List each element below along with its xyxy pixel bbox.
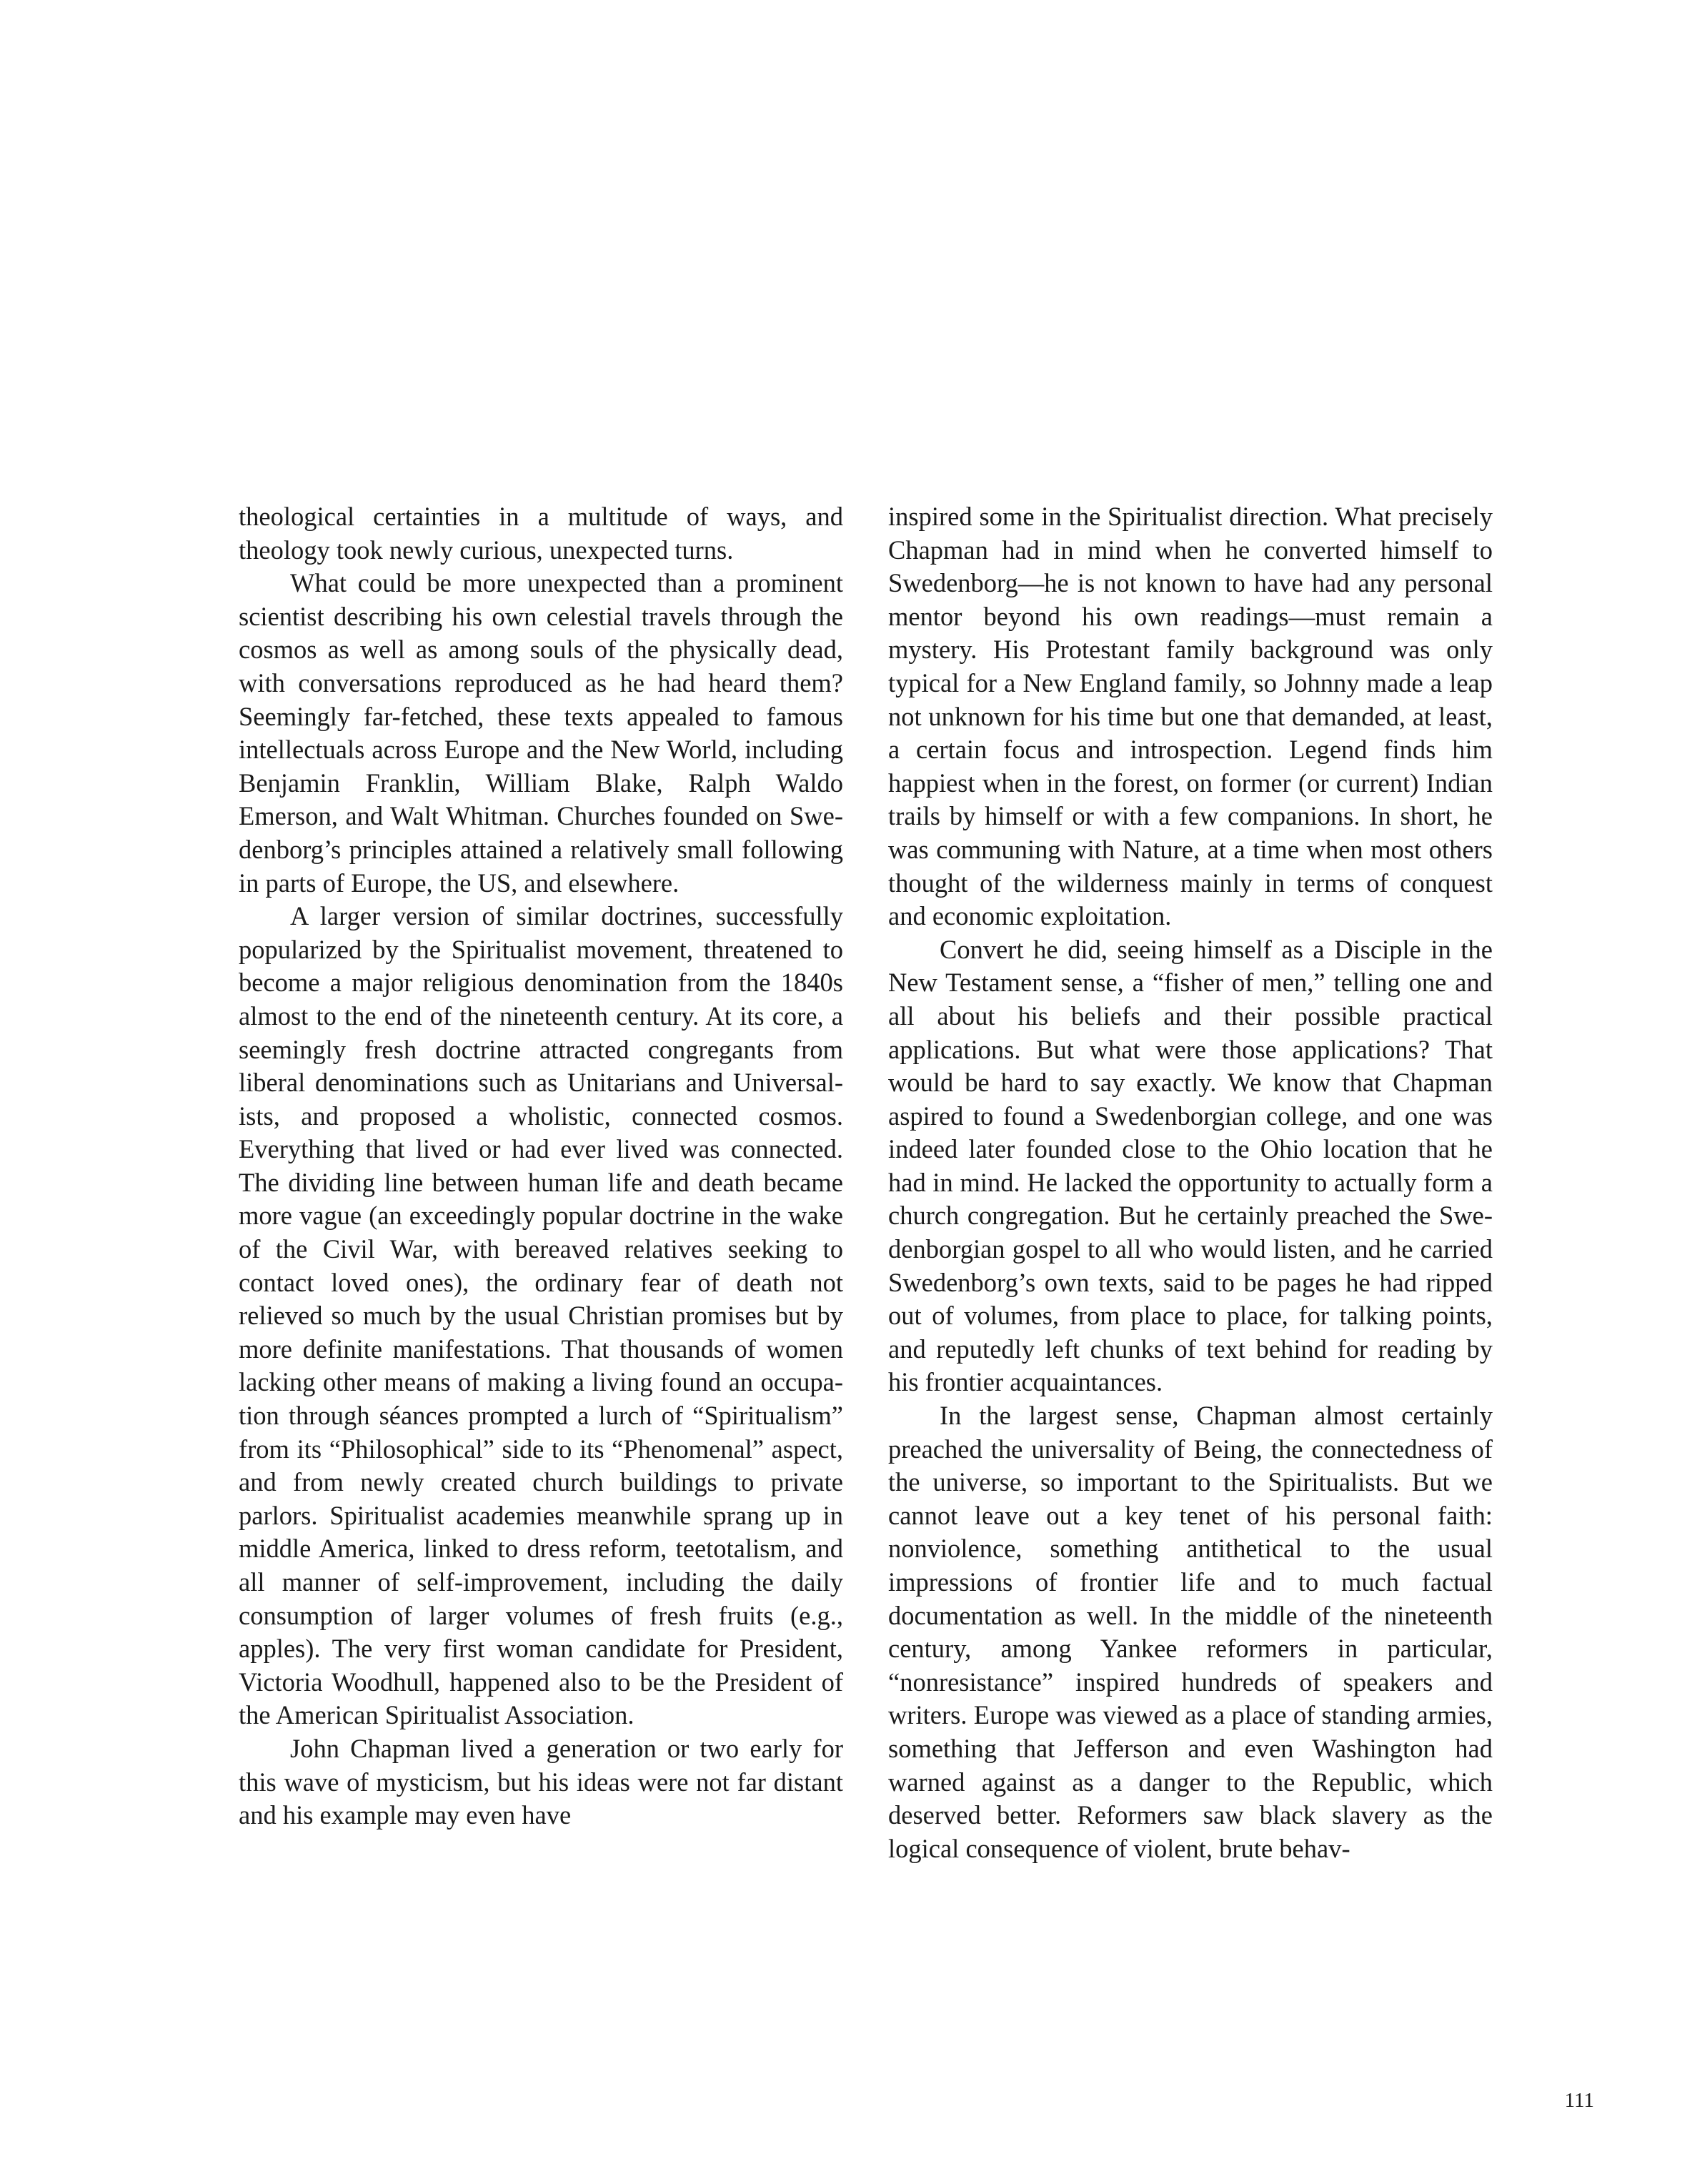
- paragraph: theological certainties in a multitude of ways, and theology took newly curious, unexpected turns.: [239, 502, 843, 565]
- right-text-column: [888, 500, 1493, 1865]
- paragraph: In the largest sense, Chapman almost certainly preached the universality of Being, the connectedness of the universe, so important to the Spiritualists. But we cannot leave out a key tenet of his personal faith: nonviolence, something antithetical to the usual impressions of frontier life and to much factual documentation as well. In the middle of the nineteenth century, among Yankee reformers in particular, “nonresistance” inspired hundreds of speakers and writers. Europe was viewed as a place of standing armies, something that Jefferson and even Washington had warned against as a danger to the Republic, which deserved better. Reformers saw black slavery as the logical consequence of violent, brute behav-: [888, 1401, 1493, 1863]
- paragraph: What could be more unexpected than a prominent scientist describing his own celestial travels through the cosmos as well as among souls of the physically dead, with conversations reproduced as he had heard them? Seemingly far-fetched, these texts appealed to famous intellectuals across Europe and the New World, including Benjamin Franklin, William Blake, Ralph Waldo Emerson, and Walt Whitman. Churches founded on Swedenborg’s principles attained a relatively small following in parts of Europe, the US, and elsewhere.: [239, 568, 843, 898]
- left-text-column: [239, 500, 843, 1832]
- paragraph: A larger version of similar doctrines, successfully popularized by the Spiritualist movement, threatened to become a major religious denomination from the 1840s almost to the end of the nineteenth century. At its core, a seemingly fresh doctrine attracted congregants from liberal denominations such as Unitarians and Universalists, and proposed a wholistic, connected cosmos. Everything that lived or had ever lived was connected. The dividing line between human life and death became more vague (an exceedingly popular doctrine in the wake of the Civil War, with bereaved relatives seeking to contact loved ones), the ordinary fear of death not relieved so much by the usual Christian promises but by more definite manifestations. That thousands of women lacking other means of making a living found an occupation through séances prompted a lurch of “Spiritualism” from its “Philosophical” side to its “Phenomenal” aspect, and from newly created church buildings to private parlors. Spiritualist academies meanwhile sprang up in middle America, linked to dress reform, teetotalism, and all manner of self-improvement, including the daily consumption of larger volumes of fresh fruits (e.g., apples). The very first woman candidate for President, Victoria Woodhull, happened also to be the President of the American Spiritualist Association.: [239, 901, 843, 1730]
- paragraph: John Chapman lived a generation or two early for this wave of mysticism, but his ideas were not far distant and his example may even have: [239, 1733, 843, 1830]
- page-number: 111: [1564, 2089, 1594, 2112]
- paragraph: Convert he did, seeing himself as a Disciple in the New Testament sense, a “fisher of men,” telling one and all about his beliefs and their possible practical applications. But what were those applications? That would be hard to say exactly. We know that Chapman aspired to found a Swedenborgian college, and one was indeed later founded close to the Ohio location that he had in mind. He lacked the opportunity to actually form a church congregation. But he certainly preached the Swedenborgian gospel to all who would listen, and he carried Swedenborg’s own texts, said to be pages he had ripped out of volumes, from place to place, for talking points, and reputedly left chunks of text behind for reading by his frontier acquaintances.: [888, 934, 1493, 1397]
- paragraph: inspired some in the Spiritualist direction. What precisely Chapman had in mind when he converted himself to Swedenborg—he is not known to have had any personal mentor beyond his own readings—must remain a mystery. His Protestant family background was only typical for a New England family, so Johnny made a leap not unknown for his time but one that demanded, at least, a certain focus and introspection. Legend finds him happiest when in the forest, on former (or current) Indian trails by himself or with a few companions. In short, he was communing with Nature, at a time when most others thought of the wilderness mainly in terms of conquest and economic exploitation.: [888, 502, 1493, 931]
